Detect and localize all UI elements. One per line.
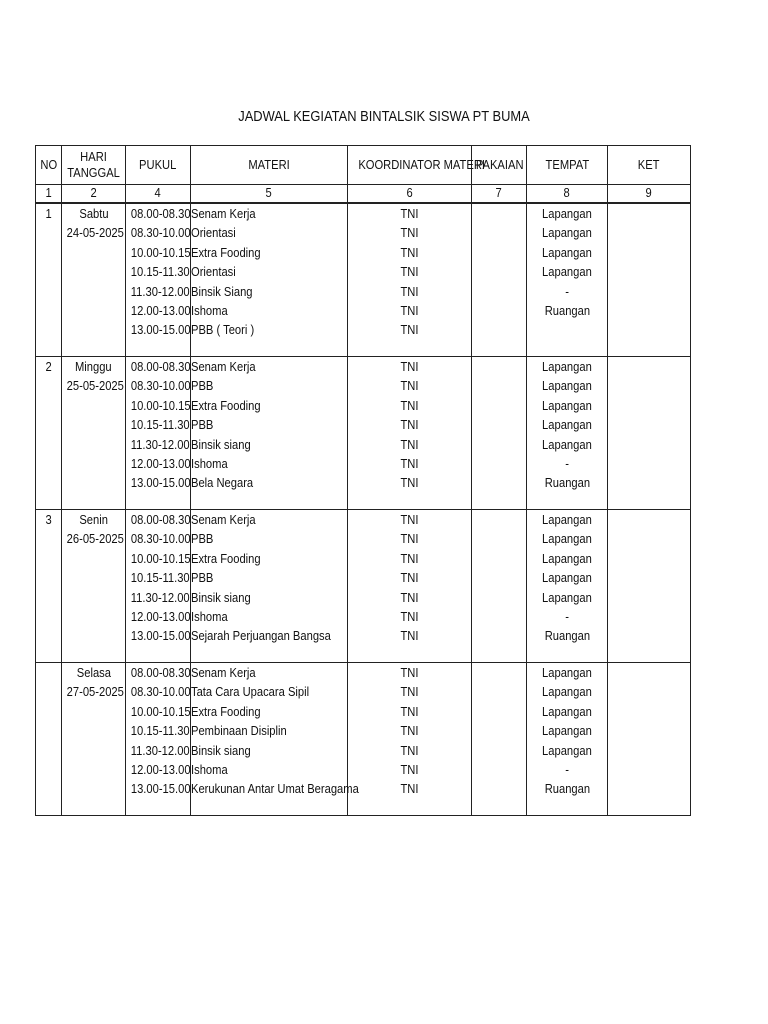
materi-item: PBB [191,378,214,394]
materi-item: Senam Kerja [191,665,256,680]
row-number: 2 [45,359,52,374]
cell-hari-tanggal [62,663,126,816]
time-slot: 12.00-13.00 [130,302,191,318]
time-slot: 11.30-12.00 [130,436,190,452]
table-row [36,357,691,510]
cell-pakaian [472,357,527,510]
time-slot: 10.00-10.15 [130,397,191,413]
header-tanggal: TANGGAL [67,165,120,180]
cell-hari-tanggal [62,203,126,357]
cell-pakaian [472,203,527,357]
tempat-item: Ruangan [544,628,590,644]
cell-no [36,203,62,357]
koordinator-item: TNI [400,417,419,433]
time-slot: 11.30-12.00 [130,283,190,299]
koordinator-item: TNI [400,475,419,491]
materi-item: Binsik Siang [191,283,253,299]
materi-item: Senam Kerja [191,359,256,374]
koordinator-item: TNI [400,723,419,739]
schedule-table [35,145,691,816]
cell-tempat [527,203,608,357]
koordinator-item: TNI [400,781,419,797]
materi-item: Senam Kerja [191,512,256,527]
column-number: 6 [348,185,472,204]
koordinator-item: TNI [400,436,419,452]
cell-koordinator [348,510,472,663]
cell-ket [608,357,691,510]
koordinator-item: TNI [400,302,419,318]
day-date: 26-05-2025 [66,531,124,547]
koordinator-item: TNI [400,742,419,758]
materi-item: Pembinaan Disiplin [191,723,287,739]
koordinator-item: TNI [400,359,419,374]
tempat-item: Lapangan [542,742,592,758]
time-slot: 10.00-10.15 [130,550,191,566]
tempat-item: Lapangan [542,397,592,413]
cell-materi [191,357,348,510]
time-slot: 11.30-12.00 [130,589,190,605]
koordinator-item: TNI [400,531,419,547]
materi-item: Ishoma [191,608,228,624]
time-slot: 10.15-11.30 [130,417,190,433]
tempat-item: Ruangan [544,475,590,491]
tempat-item: Lapangan [542,531,592,547]
header-tempat: TEMPAT [527,146,608,185]
table-row [36,203,691,357]
koordinator-item: TNI [400,684,419,700]
materi-item: Extra Fooding [191,550,261,566]
day-date: 25-05-2025 [66,378,124,394]
koordinator-item: TNI [400,322,419,338]
time-slot: 13.00-15.00 [130,322,191,338]
tempat-item: Ruangan [544,781,590,797]
tempat-item: - [565,761,569,777]
cell-koordinator [348,663,472,816]
header-materi: MATERI [191,146,348,185]
time-slot: 08.00-08.30 [130,512,191,527]
page-title: JADWAL KEGIATAN BINTALSIK SISWA PT BUMA [238,108,530,125]
time-slot: 13.00-15.00 [130,628,191,644]
tempat-item: Lapangan [542,684,592,700]
materi-item: PBB [191,417,214,433]
time-slot: 12.00-13.00 [130,608,191,624]
cell-koordinator [348,203,472,357]
tempat-item: Lapangan [542,723,592,739]
tempat-item: Lapangan [542,703,592,719]
cell-ket [608,663,691,816]
tempat-item: Lapangan [542,264,592,280]
day-name: Senin [79,512,108,527]
materi-item: Extra Fooding [191,244,261,260]
materi-item: PBB [191,531,214,547]
time-slot: 08.00-08.30 [130,206,191,221]
materi-item: Extra Fooding [191,703,261,719]
materi-item: Ishoma [191,302,228,318]
cell-materi [191,663,359,816]
koordinator-item: TNI [400,550,419,566]
time-slot: 12.00-13.00 [130,761,191,777]
tempat-item: Lapangan [542,436,592,452]
tempat-item: Lapangan [542,417,592,433]
time-slot: 08.00-08.30 [130,359,191,374]
cell-pakaian [472,663,527,816]
time-slot: 10.15-11.30 [130,723,190,739]
koordinator-item: TNI [400,628,419,644]
cell-pakaian [472,510,527,663]
time-slot: 10.15-11.30 [130,264,190,280]
tempat-item: - [565,608,569,624]
materi-item: Ishoma [191,761,228,777]
cell-no [36,663,62,816]
tempat-item: Ruangan [544,302,590,318]
materi-item: Binsik siang [191,436,251,452]
column-number: 4 [126,185,191,204]
cell-ket [608,203,691,357]
header-ket: KET [608,146,691,185]
column-number: 7 [472,185,527,204]
tempat-item: Lapangan [542,550,592,566]
day-date: 24-05-2025 [66,225,124,241]
cell-pukul [126,203,191,357]
cell-tempat [527,663,608,816]
header-pakaian: PAKAIAN [472,146,527,185]
day-date: 27-05-2025 [66,684,124,700]
column-number: 8 [527,185,608,204]
tempat-item: Lapangan [542,206,592,221]
time-slot: 08.30-10.00 [130,531,191,547]
time-slot: 11.30-12.00 [130,742,190,758]
row-number: 1 [45,206,52,221]
column-number: 2 [62,185,126,204]
materi-item: Tata Cara Upacara Sipil [191,684,310,700]
tempat-item: Lapangan [542,225,592,241]
koordinator-item: TNI [400,570,419,586]
cell-no [36,510,62,663]
materi-item: Orientasi [191,264,236,280]
header-pukul: PUKUL [126,146,191,185]
header-hari-tanggal [62,146,126,185]
tempat-item: - [565,455,569,471]
materi-item: PBB ( Teori ) [191,322,255,338]
cell-tempat [527,510,608,663]
header-hari: HARI [80,149,107,164]
time-slot: 12.00-13.00 [130,455,191,471]
koordinator-item: TNI [400,244,419,260]
tempat-item: Lapangan [542,665,592,680]
koordinator-item: TNI [400,206,419,221]
schedule-body [36,203,691,816]
koordinator-item: TNI [400,703,419,719]
row-number: 3 [45,512,52,527]
cell-ket [608,510,691,663]
cell-pukul [126,663,191,816]
day-name: Minggu [75,359,112,374]
cell-no [36,357,62,510]
materi-item: Kerukunan Antar Umat Beragama [191,781,359,797]
koordinator-item: TNI [400,455,419,471]
column-number: 9 [608,185,691,204]
time-slot: 13.00-15.00 [130,781,191,797]
tempat-item: Lapangan [542,570,592,586]
koordinator-item: TNI [400,512,419,527]
materi-item: Sejarah Perjuangan Bangsa [191,628,331,644]
time-slot: 13.00-15.00 [130,475,191,491]
time-slot: 10.00-10.15 [130,703,191,719]
tempat-item: Lapangan [542,589,592,605]
day-name: Selasa [76,665,111,680]
koordinator-item: TNI [400,283,419,299]
table-row [36,510,691,663]
time-slot: 10.00-10.15 [130,244,191,260]
column-number: 1 [36,185,62,204]
koordinator-item: TNI [400,761,419,777]
cell-tempat [527,357,608,510]
column-number-row [36,185,691,204]
koordinator-item: TNI [400,264,419,280]
materi-item: PBB [191,570,214,586]
time-slot: 10.15-11.30 [130,570,190,586]
materi-item: Extra Fooding [191,397,261,413]
time-slot: 08.30-10.00 [130,378,191,394]
koordinator-item: TNI [400,665,419,680]
header-koordinator: KOORDINATOR MATERI [348,146,472,185]
cell-materi [191,203,348,357]
cell-materi [191,510,348,663]
tempat-item: Lapangan [542,359,592,374]
cell-hari-tanggal [62,510,126,663]
materi-item: Binsik siang [191,742,251,758]
tempat-item: Lapangan [542,244,592,260]
time-slot: 08.00-08.30 [130,665,191,680]
time-slot: 08.30-10.00 [130,225,191,241]
koordinator-item: TNI [400,397,419,413]
koordinator-item: TNI [400,378,419,394]
koordinator-item: TNI [400,589,419,605]
tempat-item: Lapangan [542,378,592,394]
header-row [36,146,691,185]
materi-item: Orientasi [191,225,236,241]
cell-pukul [126,510,191,663]
day-name: Sabtu [78,206,109,221]
time-slot: 08.30-10.00 [130,684,191,700]
materi-item: Binsik siang [191,589,251,605]
cell-pukul [126,357,191,510]
materi-item: Senam Kerja [191,206,256,221]
cell-hari-tanggal [62,357,126,510]
tempat-item: - [565,283,569,299]
materi-item: Ishoma [191,455,228,471]
header-no: NO [36,146,62,185]
tempat-item: Lapangan [542,512,592,527]
table-row [36,663,691,816]
materi-item: Bela Negara [191,475,254,491]
koordinator-item: TNI [400,225,419,241]
koordinator-item: TNI [400,608,419,624]
column-number: 5 [191,185,348,204]
cell-koordinator [348,357,472,510]
